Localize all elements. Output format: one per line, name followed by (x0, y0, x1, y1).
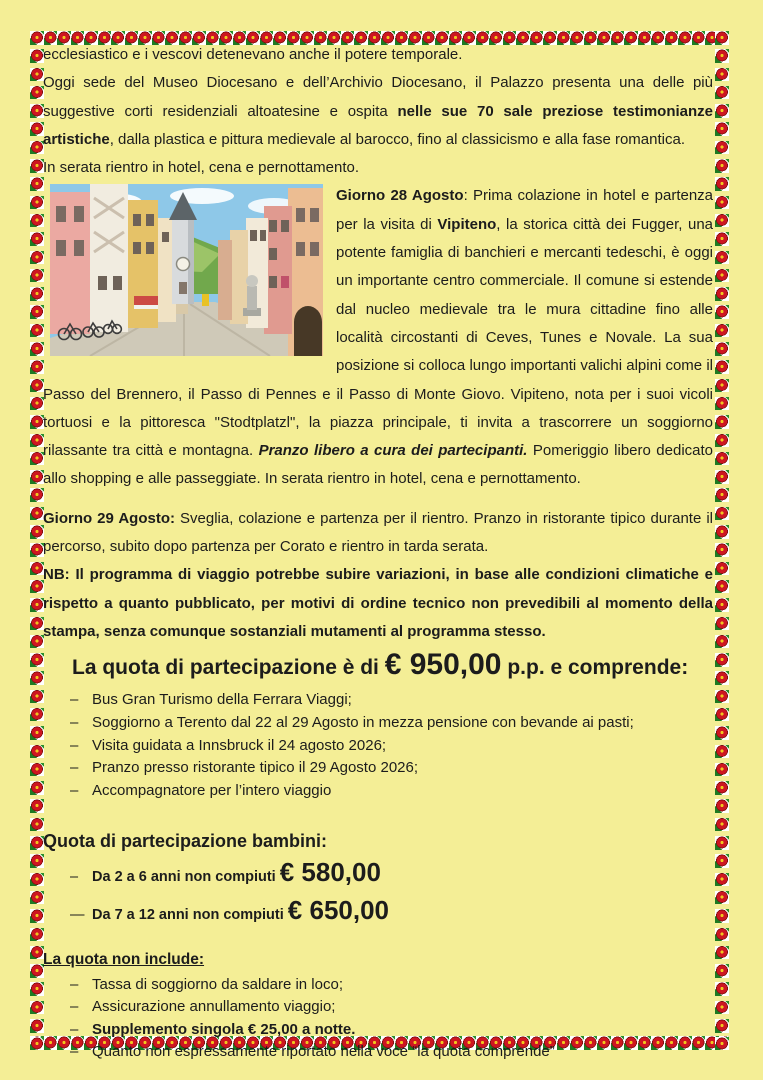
list-item (70, 974, 713, 996)
text-segment: Supplemento singola € 25,00 a notte. (92, 1020, 356, 1038)
quota-includes-list (43, 689, 713, 803)
flower-border-tile (30, 452, 44, 466)
flower-border-tile (715, 177, 729, 191)
flower-border-tile (715, 68, 729, 82)
flower-border-tile (715, 269, 729, 283)
flower-border-tile (30, 31, 44, 45)
flower-border-tile (30, 617, 44, 631)
bambini-list (43, 856, 713, 933)
day29-paragraph (43, 505, 713, 562)
list-item-text (92, 1019, 713, 1041)
flower-border-tile (30, 305, 44, 319)
flower-border-tile (30, 49, 44, 63)
flower-border-tile (30, 159, 44, 173)
list-item (70, 894, 713, 933)
flower-border-tile (715, 251, 729, 265)
list-item (70, 1019, 713, 1041)
flower-border-tile (715, 159, 729, 173)
flower-border-tile (30, 946, 44, 960)
text-segment: La quota non include: (43, 950, 205, 968)
flower-border-tile (715, 580, 729, 594)
list-item-text (92, 856, 713, 895)
flower-border-tile (715, 141, 729, 155)
flower-border-tile (715, 415, 729, 429)
flower-border-tile (715, 909, 729, 923)
flower-border-tile (715, 324, 729, 338)
flower-border-tile (30, 598, 44, 612)
flower-border-tile (715, 1019, 729, 1033)
flower-border-tile (715, 360, 729, 374)
flower-border-tile (715, 928, 729, 942)
dash-bullet: – (70, 1020, 79, 1038)
text-segment: Giorno 29 Agosto: (43, 509, 175, 527)
flower-border-tile (30, 562, 44, 576)
list-item (70, 1041, 713, 1063)
flower-border-tile (30, 799, 44, 813)
flower-border-tile (715, 891, 729, 905)
flower-border-tile (30, 763, 44, 777)
flower-border-tile (715, 122, 729, 136)
flower-border-tile (715, 232, 729, 246)
list-item-text: Soggiorno a Terento dal 22 al 29 Agosto in mezza pensione con bevande ai pasti; (92, 713, 634, 731)
text-segment: La quota di partecipazione è di (72, 656, 385, 680)
flower-border-tile (30, 342, 44, 356)
flower-border-tile (715, 86, 729, 100)
flower-border-tile (30, 928, 44, 942)
flower-border-tile (30, 104, 44, 118)
flower-border-tile (30, 653, 44, 667)
text-segment: : Prima colazione in hotel e partenza per la visita di (336, 187, 714, 233)
flower-border-tile (30, 671, 44, 685)
flower-border-tile (715, 397, 729, 411)
flower-border-tile (715, 104, 729, 118)
flower-border-tile (30, 1037, 44, 1050)
flower-border-tile (715, 946, 729, 960)
non-include-list (43, 974, 713, 1064)
flower-border-tile (30, 982, 44, 996)
text-segment: nelle sue 70 sale preziose testimonianze artistiche (43, 102, 713, 148)
flower-border-tile (715, 745, 729, 759)
text-segment: € 950,00 (384, 648, 502, 682)
flower-border-tile (715, 525, 729, 539)
text-segment: € 650,00 (287, 895, 390, 926)
flower-border-tile (30, 781, 44, 795)
text-segment: Pomeriggio libero dedicato allo shopping e alle passeggiate. In serata rientro in hotel, cena e pernottamento. (43, 442, 714, 488)
flower-border-tile (30, 360, 44, 374)
flower-border-tile (715, 818, 729, 832)
flower-border-tile (30, 1001, 44, 1015)
text-segment: Da 2 a 6 anni non compiuti (92, 868, 280, 885)
list-item-text: Accompagnatore per l’intero viaggio (92, 782, 332, 800)
flower-border-tile (715, 635, 729, 649)
flower-border-tile (715, 196, 729, 210)
flower-border-tile (715, 543, 729, 557)
list-item (70, 712, 713, 735)
text-segment: , dalla plastica e pittura medievale al barocco, fino al classicismo e alla fase romantica. (109, 130, 685, 148)
flower-border-tile (30, 507, 44, 521)
flower-border-tile (715, 708, 729, 722)
text-segment: Oggi sede del Museo Diocesano e dell’Archivio Diocesano, il Palazzo presenta una delle più suggestive corti residenziali altoatesine e ospita (43, 74, 713, 120)
flower-border-tile (715, 653, 729, 667)
flower-border-tile (715, 452, 729, 466)
flower-border-tile (30, 214, 44, 228)
list-item-text: Visita guidata a Innsbruck il 24 agosto 2026; (92, 736, 387, 754)
text-segment: NB: Il programma di viaggio potrebbe subire variazioni, in base alle condizioni climatiche e rispetto a quanto pubblicato, per motivi di ordine tecnico non prevedibili al momento della stampa, senza comunque sostanziali mutamenti al programma stesso. (43, 566, 713, 640)
dash-bullet: – (70, 691, 79, 709)
flower-border-tile (715, 690, 729, 704)
text-segment: Pranzo libero a cura dei partecipanti. (258, 442, 528, 460)
text-segment: € 580,00 (279, 856, 381, 887)
list-item (70, 689, 713, 712)
page-border-right (715, 31, 729, 1050)
dash-bullet: – (70, 782, 79, 800)
flower-border-tile (30, 543, 44, 557)
flower-border-tile (715, 836, 729, 850)
flower-border-tile (30, 232, 44, 246)
flower-border-tile (30, 873, 44, 887)
flower-border-tile (30, 818, 44, 832)
flower-border-tile (30, 251, 44, 265)
flower-border-tile (30, 635, 44, 649)
intro-continuation-paragraph: ecclesiastico e i vescovi detenevano anche il potere temporale. (43, 46, 463, 63)
list-item (70, 856, 713, 895)
flower-border-tile (715, 470, 729, 484)
flower-border-tile (715, 799, 729, 813)
flower-border-tile (30, 397, 44, 411)
text-segment: Vipiteno (437, 215, 497, 233)
non-include-heading (43, 949, 713, 971)
flower-border-tile (30, 379, 44, 393)
flower-border-tile (715, 1037, 729, 1050)
dash-bullet: — (70, 907, 85, 924)
flower-border-tile (715, 964, 729, 978)
flower-border-tile (715, 598, 729, 612)
list-item-text: Bus Gran Turismo della Ferrara Viaggi; (92, 691, 352, 709)
flower-border-tile (715, 49, 729, 63)
flower-border-tile (30, 86, 44, 100)
flower-border-tile (715, 214, 729, 228)
flower-border-tile (715, 726, 729, 740)
page-border-left (30, 31, 44, 1050)
flower-border-tile (30, 909, 44, 923)
palazzo-paragraph (43, 69, 713, 154)
evening-paragraph: In serata rientro in hotel, cena e pernottamento. (43, 159, 360, 177)
flower-border-tile (30, 836, 44, 850)
flower-border-tile (30, 1019, 44, 1033)
text-segment: , la storica città dei Fugger, una potente famiglia di banchieri e mercanti tedeschi, è oggi un importante centro commerciale. Il comune si estende dal nucleo medievale tra le mura cittadine fino alle località circostanti di Ceves, Tunes e Novale. La sua posizione si colloca lungo importanti valichi alpini come il Passo del Brennero, il Passo di Pennes e il Passo di Monte Giovo. Vipiteno, nota per i suoi vicoli tortuosi e la pittoresca "Stodtplatzl", la piazza principale, ti invita a trascorrere un soggiorno rilassante tra città e montagna. (43, 215, 714, 460)
flower-border-tile (30, 745, 44, 759)
dash-bullet: – (70, 998, 79, 1016)
flower-border-tile (30, 415, 44, 429)
flower-border-tile (30, 690, 44, 704)
quota-heading (72, 646, 713, 687)
flower-border-tile (30, 964, 44, 978)
flower-border-tile (715, 873, 729, 887)
flower-border-tile (715, 1001, 729, 1015)
flower-border-tile (30, 269, 44, 283)
flower-border-tile (30, 470, 44, 484)
flower-border-tile (715, 507, 729, 521)
flower-border-tile (715, 671, 729, 685)
flower-border-tile (30, 177, 44, 191)
list-item-text (92, 894, 713, 933)
flower-border-tile (715, 562, 729, 576)
flower-border-tile (30, 488, 44, 502)
list-item-text: Tassa di soggiorno da saldare in loco; (92, 975, 343, 993)
flower-border-tile (715, 379, 729, 393)
dash-bullet: – (70, 736, 79, 754)
dash-bullet: – (70, 975, 79, 993)
flower-border-tile (30, 854, 44, 868)
list-item-text: Assicurazione annullamento viaggio; (92, 998, 336, 1016)
flower-border-tile (715, 287, 729, 301)
dash-bullet: – (70, 759, 79, 777)
flower-border-tile (715, 434, 729, 448)
flower-border-tile (715, 781, 729, 795)
flower-border-tile (715, 342, 729, 356)
document-content (43, 41, 713, 1064)
list-item (70, 996, 713, 1018)
vipiteno-photo-illustration (50, 184, 323, 356)
nb-paragraph (43, 561, 713, 646)
text-segment: Giorno 28 Agosto (336, 187, 464, 205)
flower-border-tile (30, 141, 44, 155)
dash-bullet: – (70, 868, 79, 885)
vipiteno-street-photo (50, 184, 323, 356)
list-item-text: Quanto non espressamente riportato nella voce “la quota comprende” (92, 1043, 555, 1061)
text-segment: Sveglia, colazione e partenza per il rientro. Pranzo in ristorante tipico durante il percorso, subito dopo partenza per Corato e rientro in tarda serata. (43, 509, 713, 556)
flower-border-tile (715, 488, 729, 502)
dash-bullet: – (70, 1043, 79, 1061)
text-segment: Da 7 a 12 anni non compiuti (92, 907, 288, 924)
text-segment: p.p. e comprende: (501, 656, 689, 680)
list-item-text: Pranzo presso ristorante tipico il 29 Agosto 2026; (92, 759, 419, 777)
dash-bullet: – (70, 713, 79, 731)
bambini-heading: Quota di partecipazione bambini: (43, 830, 328, 851)
day28-paragraph (43, 182, 713, 493)
flower-border-tile (30, 891, 44, 905)
flower-border-tile (30, 68, 44, 82)
flower-border-tile (30, 580, 44, 594)
flower-border-tile (715, 763, 729, 777)
flower-border-tile (30, 287, 44, 301)
flower-border-tile (30, 122, 44, 136)
flower-border-tile (715, 854, 729, 868)
flower-border-tile (715, 31, 729, 45)
flower-border-tile (30, 324, 44, 338)
flower-border-tile (30, 196, 44, 210)
flower-border-tile (30, 708, 44, 722)
flower-border-tile (715, 305, 729, 319)
flower-border-tile (30, 525, 44, 539)
flower-border-tile (30, 434, 44, 448)
list-item (70, 757, 713, 780)
list-item (70, 735, 713, 758)
flower-border-tile (30, 726, 44, 740)
flower-border-tile (715, 617, 729, 631)
flower-border-tile (715, 982, 729, 996)
list-item (70, 780, 713, 803)
